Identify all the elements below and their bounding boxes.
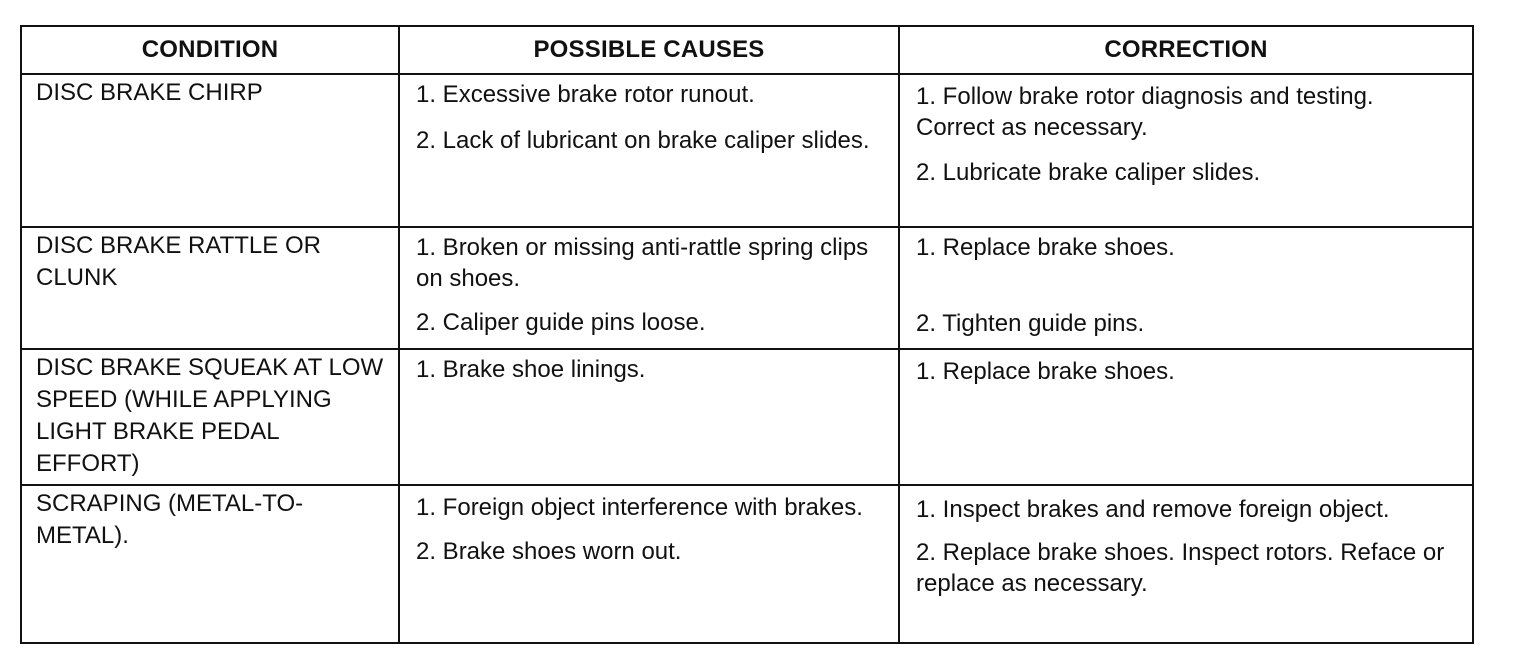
condition-cell xyxy=(21,349,399,485)
header-correction: CORRECTION xyxy=(899,26,1473,74)
header-row xyxy=(21,26,1473,74)
condition-cell xyxy=(21,485,399,643)
cause-item: 1. Excessive brake rotor runout. xyxy=(416,81,755,108)
condition-text: DISC BRAKE CHIRP xyxy=(36,79,263,106)
table-row xyxy=(21,74,1473,227)
condition-cell xyxy=(21,74,399,227)
correction-item: 2. Tighten guide pins. xyxy=(916,310,1145,337)
causes-cell xyxy=(399,349,899,485)
correction-cell xyxy=(899,74,1473,227)
causes-cell xyxy=(399,74,899,227)
condition-text: SCRAPING (METAL-TO-METAL). xyxy=(36,490,304,549)
header-possible-causes: POSSIBLE CAUSES xyxy=(399,26,899,74)
correction-cell xyxy=(899,485,1473,643)
correction-item: 2. Replace brake shoes. Inspect rotors. Reface or replace as necessary. xyxy=(916,539,1445,597)
cause-item: 2. Brake shoes worn out. xyxy=(416,538,682,565)
table-row xyxy=(21,485,1473,643)
causes-cell xyxy=(399,485,899,643)
cause-item: 1. Broken or missing anti-rattle spring clips on shoes. xyxy=(416,234,869,292)
cause-item: 1. Brake shoe linings. xyxy=(416,356,646,383)
condition-cell xyxy=(21,227,399,349)
correction-item: 1. Follow brake rotor diagnosis and testing. Correct as necessary. xyxy=(916,83,1374,141)
diagnosis-table xyxy=(20,25,1474,644)
header-condition: CONDITION xyxy=(21,26,399,74)
correction-item: 1. Inspect brakes and remove foreign object. xyxy=(916,496,1390,523)
correction-cell xyxy=(899,227,1473,349)
correction-item: 2. Lubricate brake caliper slides. xyxy=(916,159,1261,186)
cause-item: 2. Lack of lubricant on brake caliper slides. xyxy=(416,127,870,154)
condition-text: DISC BRAKE SQUEAK AT LOW SPEED (WHILE APPLYING LIGHT BRAKE PEDAL EFFORT) xyxy=(36,354,384,477)
correction-item: 1. Replace brake shoes. xyxy=(916,358,1175,385)
cause-item: 2. Caliper guide pins loose. xyxy=(416,309,706,336)
correction-cell xyxy=(899,349,1473,485)
table-row xyxy=(21,349,1473,485)
causes-cell xyxy=(399,227,899,349)
condition-text: DISC BRAKE RATTLE OR CLUNK xyxy=(36,232,321,291)
table-row xyxy=(21,227,1473,349)
cause-item: 1. Foreign object interference with brakes. xyxy=(416,494,863,521)
correction-item: 1. Replace brake shoes. xyxy=(916,234,1175,261)
